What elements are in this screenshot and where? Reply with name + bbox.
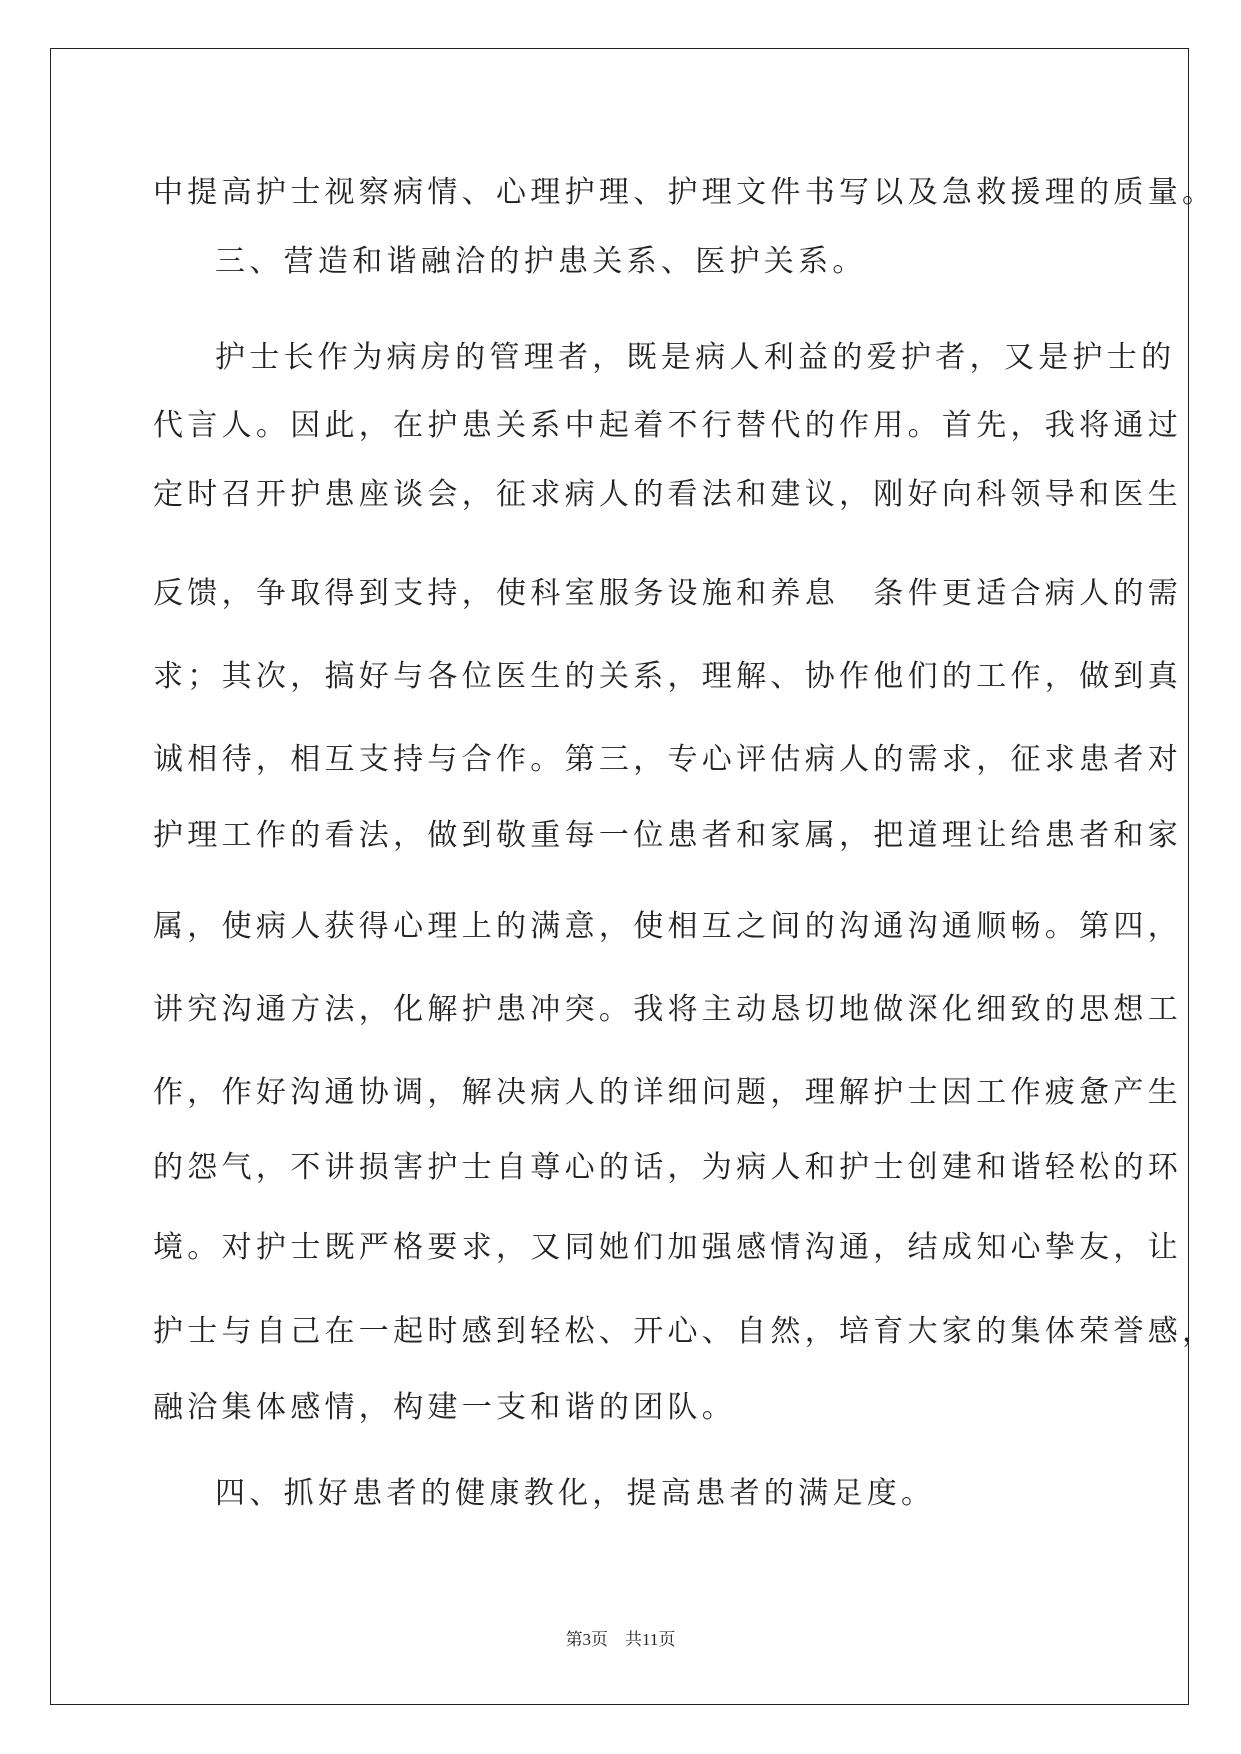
paragraph-line: 护士长作为病房的管理者，既是病人利益的爱护者，又是护士的 bbox=[215, 340, 1176, 375]
paragraph-line: 代言人。因此，在护患关系中起着不行替代的作用。首先，我将通过 bbox=[153, 408, 1182, 443]
paragraph-line: 诚相待，相互支持与合作。第三，专心评估病人的需求，征求患者对 bbox=[153, 742, 1182, 777]
paragraph-line: 作，作好沟通协调，解决病人的详细问题，理解护士因工作疲惫产生 bbox=[153, 1075, 1182, 1110]
paragraph-line: 融洽集体感情，构建一支和谐的团队。 bbox=[153, 1390, 737, 1425]
paragraph-line: 境。对护士既严格要求，又同她们加强感情沟通，结成知心挚友，让 bbox=[153, 1230, 1182, 1265]
paragraph-line: 定时召开护患座谈会，征求病人的看法和建议，刚好向科领导和医生 bbox=[153, 477, 1182, 512]
page-border bbox=[50, 48, 1189, 1705]
page-number-label: 第3页 共11页 bbox=[565, 1630, 676, 1649]
page-number bbox=[0, 1625, 1241, 1650]
section-heading: 三、营造和谐融洽的护患关系、医护关系。 bbox=[215, 244, 867, 279]
paragraph-line: 护士与自己在一起时感到轻松、开心、自然，培育大家的集体荣誉感， bbox=[153, 1314, 1217, 1349]
paragraph-line: 属，使病人获得心理上的满意，使相互之间的沟通沟通顺畅。第四， bbox=[153, 909, 1182, 944]
paragraph-line: 的怨气，不讲损害护士自尊心的话，为病人和护士创建和谐轻松的环 bbox=[153, 1150, 1182, 1185]
paragraph-line: 求；其次，搞好与各位医生的关系，理解、协作他们的工作，做到真 bbox=[153, 659, 1182, 694]
paragraph-line: 讲究沟通方法，化解护患冲突。我将主动恳切地做深化细致的思想工 bbox=[153, 992, 1182, 1027]
paragraph-line: 护理工作的看法，做到敬重每一位患者和家属，把道理让给患者和家 bbox=[153, 818, 1182, 853]
paragraph-line: 中提高护士视察病情、心理护理、护理文件书写以及急救援理的质量。 bbox=[153, 175, 1217, 210]
paragraph-line: 反馈，争取得到支持，使科室服务设施和养息 条件更适合病人的需 bbox=[153, 576, 1182, 611]
section-heading: 四、抓好患者的健康教化，提高患者的满足度。 bbox=[215, 1476, 936, 1511]
